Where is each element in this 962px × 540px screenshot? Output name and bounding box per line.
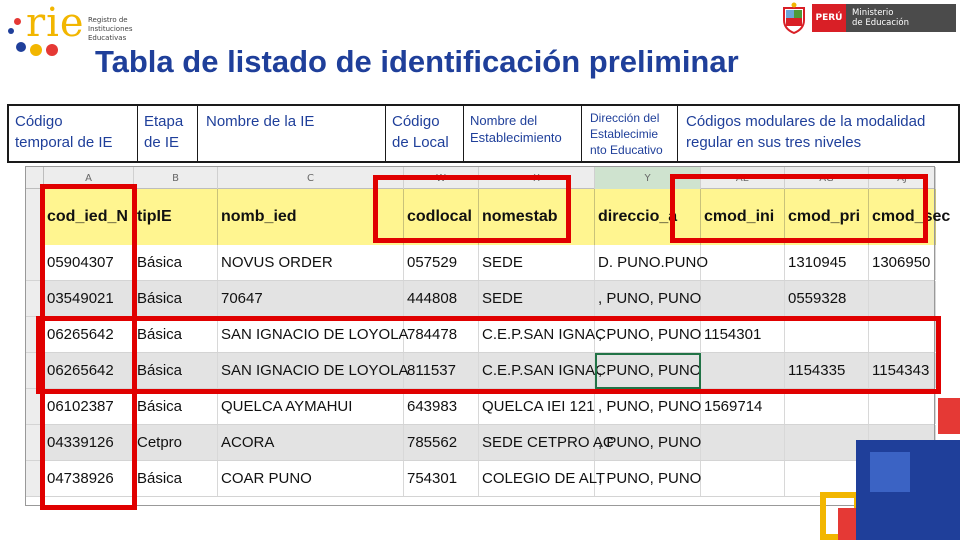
column-letter[interactable]: C (218, 167, 404, 189)
table-cell[interactable]: 1154301 (701, 317, 785, 352)
row-number[interactable] (26, 189, 44, 245)
desc-etapa: Etapa de IE (138, 106, 198, 161)
table-cell[interactable]: COLEGIO DE ALT (479, 461, 595, 496)
row-number[interactable] (26, 425, 44, 460)
row-number[interactable] (26, 245, 44, 280)
table-cell[interactable]: Básica (134, 461, 218, 496)
select-all-corner[interactable] (26, 167, 44, 188)
minedu-logo (780, 2, 956, 34)
header-cell-cmod-ini[interactable]: cmod_ini (701, 189, 785, 245)
table-row (26, 461, 934, 497)
table-cell[interactable]: 1154343 (869, 353, 936, 388)
header-cell-codlocal[interactable]: codlocal (404, 189, 479, 245)
table-cell[interactable] (869, 281, 936, 316)
table-cell[interactable]: 06265642 (44, 317, 134, 352)
desc-nombre-ie: Nombre de la IE (198, 106, 386, 161)
peru-crest-icon (780, 2, 808, 34)
header-cell-nomb-ied[interactable]: nomb_ied (218, 189, 404, 245)
table-cell[interactable] (785, 317, 869, 352)
table-cell[interactable]: 06265642 (44, 353, 134, 388)
table-row (26, 425, 934, 461)
table-cell[interactable]: C.E.P.SAN IGNAC (479, 317, 595, 352)
table-cell[interactable]: D. PUNO.PUNO (595, 245, 701, 280)
table-cell[interactable]: QUELCA AYMAHUI (218, 389, 404, 424)
desc-nombre-establecimiento: Nombre del Establecimiento (464, 106, 582, 161)
table-cell[interactable] (785, 389, 869, 424)
table-cell[interactable]: , PUNO, PUNO (595, 389, 701, 424)
column-letter[interactable]: W (404, 167, 479, 189)
header-cell-nomestab[interactable]: nomestab (479, 189, 595, 245)
column-letter[interactable]: X (479, 167, 595, 189)
table-cell[interactable] (701, 353, 785, 388)
spreadsheet[interactable] (25, 166, 951, 506)
table-cell[interactable]: SEDE CETPRO AC (479, 425, 595, 460)
column-letter[interactable]: AJ (869, 167, 936, 189)
logo-dot-blue (8, 28, 14, 34)
table-cell[interactable]: COAR PUNO (218, 461, 404, 496)
table-cell[interactable]: C.E.P.SAN IGNAC (479, 353, 595, 388)
table-cell[interactable]: SAN IGNACIO DE LOYOLA (218, 353, 404, 388)
table-cell[interactable]: Cetpro (134, 425, 218, 460)
table-cell[interactable]: QUELCA IEI 121 (479, 389, 595, 424)
row-number[interactable] (26, 461, 44, 496)
table-cell[interactable]: , PUNO, PUNO (595, 425, 701, 460)
table-cell[interactable] (869, 317, 936, 352)
table-cell[interactable]: 643983 (404, 389, 479, 424)
table-cell[interactable]: , PUNO, PUNO (595, 281, 701, 316)
table-cell[interactable]: SAN IGNACIO DE LOYOLA (218, 317, 404, 352)
column-letters-bar (26, 167, 934, 189)
table-cell[interactable]: 03549021 (44, 281, 134, 316)
table-cell[interactable]: , PUNO, PUNO (595, 353, 701, 388)
table-cell[interactable]: , PUNO, PUNO (595, 461, 701, 496)
header-cell-tipie[interactable]: tipIE (134, 189, 218, 245)
table-row (26, 245, 934, 281)
peru-label: PERÚ (812, 4, 846, 32)
table-row (26, 389, 934, 425)
logo-dot-blue-large (16, 42, 26, 52)
logo-dot-red (14, 18, 21, 25)
table-cell[interactable]: SEDE (479, 245, 595, 280)
table-cell[interactable]: 1569714 (701, 389, 785, 424)
table-cell[interactable]: NOVUS ORDER (218, 245, 404, 280)
column-descriptions (7, 104, 960, 163)
table-cell[interactable]: 70647 (218, 281, 404, 316)
table-cell[interactable]: 06102387 (44, 389, 134, 424)
table-cell[interactable] (701, 245, 785, 280)
table-cell[interactable]: 785562 (404, 425, 479, 460)
table-cell[interactable] (701, 461, 785, 496)
table-cell[interactable]: 784478 (404, 317, 479, 352)
table-cell[interactable]: 1154335 (785, 353, 869, 388)
table-cell[interactable]: Básica (134, 281, 218, 316)
row-number[interactable] (26, 389, 44, 424)
desc-direccion: Dirección del Establecimie nto Educativo (582, 106, 678, 161)
rie-subtitle: Registro de Instituciones Educativas (88, 16, 133, 42)
column-letter[interactable]: AE (701, 167, 785, 189)
table-cell[interactable]: SEDE (479, 281, 595, 316)
deco-corner-square-red (938, 398, 960, 434)
table-header-row (26, 189, 951, 245)
ministry-label: Ministerio de Educación (846, 4, 956, 32)
table-row (26, 317, 934, 353)
table-row (26, 353, 934, 389)
desc-codigos-modulares: Códigos modulares de la modalidad regular en sus tres niveles (686, 113, 926, 151)
rie-wordmark: rie (26, 0, 85, 46)
header-cell-direccio-a[interactable]: direccio_a (595, 189, 701, 245)
column-letter[interactable]: B (134, 167, 218, 189)
table-cell[interactable]: 057529 (404, 245, 479, 280)
table-cell[interactable] (701, 281, 785, 316)
table-cell[interactable]: 04339126 (44, 425, 134, 460)
header-cell-cod-ied-n[interactable]: cod_ied_N (44, 189, 134, 245)
table-cell[interactable]: , PUNO, PUNO (595, 317, 701, 352)
table-cell[interactable] (701, 425, 785, 460)
table-cell[interactable] (869, 389, 936, 424)
row-number[interactable] (26, 281, 44, 316)
column-letter[interactable]: AG (785, 167, 869, 189)
row-number[interactable] (26, 317, 44, 352)
desc-codigo-temporal: Código temporal de IE (9, 106, 138, 161)
table-cell[interactable]: 444808 (404, 281, 479, 316)
desc-codigo-local: Código de Local (386, 106, 464, 161)
column-letter[interactable]: Y (595, 167, 701, 189)
table-cell[interactable]: 04738926 (44, 461, 134, 496)
table-cell[interactable]: 811537 (404, 353, 479, 388)
table-cell[interactable]: 1310945 (785, 245, 869, 280)
header-cell-cmod-sec[interactable]: cmod_sec (869, 189, 936, 245)
table-cell[interactable]: 1306950 (869, 245, 936, 280)
column-letter[interactable]: A (44, 167, 134, 189)
table-cell[interactable]: Básica (134, 317, 218, 352)
row-number[interactable] (26, 353, 44, 388)
table-cell[interactable]: Básica (134, 353, 218, 388)
slide-title: Tabla de listado de identificación preliminar (95, 44, 739, 79)
table-cell[interactable]: 0559328 (785, 281, 869, 316)
deco-corner-square-lightblue (870, 452, 910, 492)
header-cell-cmod-pri[interactable]: cmod_pri (785, 189, 869, 245)
table-cell[interactable]: Básica (134, 245, 218, 280)
table-cell[interactable]: Básica (134, 389, 218, 424)
table-cell[interactable]: 05904307 (44, 245, 134, 280)
table-cell[interactable]: ACORA (218, 425, 404, 460)
table-row (26, 281, 934, 317)
table-cell[interactable]: 754301 (404, 461, 479, 496)
